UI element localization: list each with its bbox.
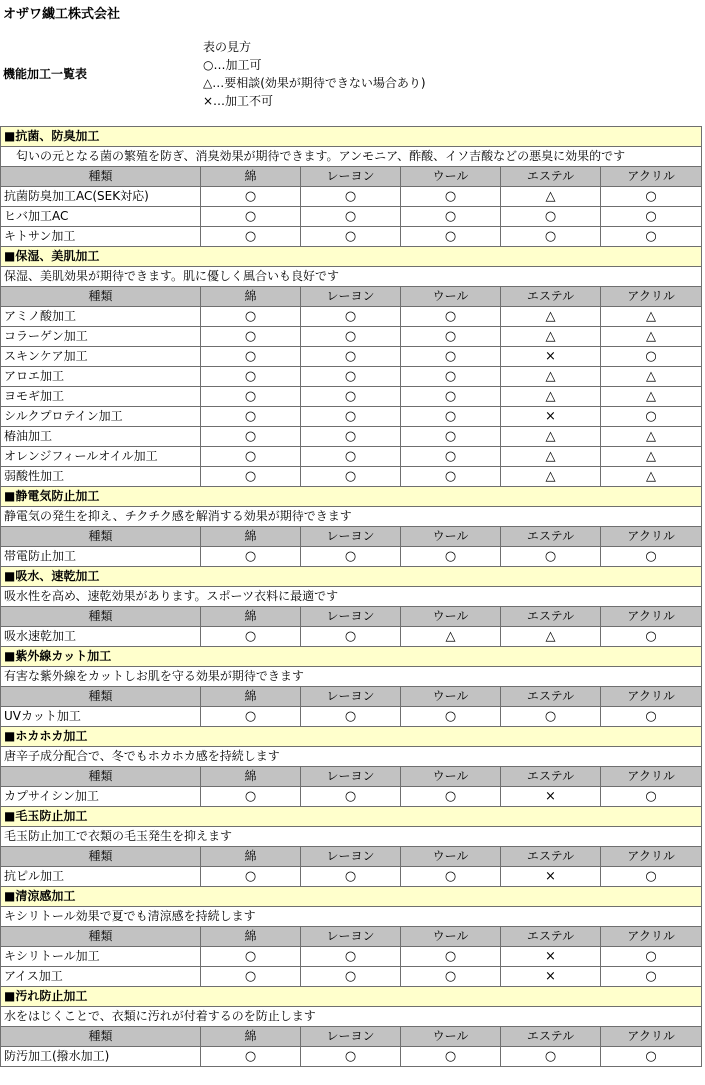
mark-rayon: ○ [301,207,401,227]
mark-wool: △ [401,627,501,647]
mark-acrylic: △ [601,467,702,487]
section-description: 静電気の発生を抑え、チクチク感を解消する効果が期待できます [1,507,702,527]
column-header-wool: ウール [401,847,501,867]
processing-name: 椿油加工 [1,427,201,447]
mark-cotton: ○ [201,327,301,347]
section-header [1,887,702,907]
mark-wool: ○ [401,947,501,967]
mark-ester: ○ [501,207,601,227]
processing-name: コラーゲン加工 [1,327,201,347]
table-row [1,387,702,407]
mark-ester: × [501,407,601,427]
section-header [1,727,702,747]
mark-ester: △ [501,307,601,327]
column-header-cotton: 綿 [201,607,301,627]
section-header [1,247,702,267]
column-header-wool: ウール [401,287,501,307]
column-header-cotton: 綿 [201,527,301,547]
mark-ester: × [501,787,601,807]
table-row [1,947,702,967]
section-title: ■静電気防止加工 [1,487,702,507]
column-header-acrylic: アクリル [601,927,702,947]
mark-rayon: ○ [301,347,401,367]
mark-ester: ○ [501,547,601,567]
column-header-cotton: 綿 [201,687,301,707]
processing-name: スキンケア加工 [1,347,201,367]
mark-wool: ○ [401,327,501,347]
column-header-rayon: レーヨン [301,847,401,867]
mark-acrylic: ○ [601,407,702,427]
column-header-row [1,927,702,947]
section-description-row [1,267,702,287]
column-header-wool: ウール [401,687,501,707]
mark-ester: △ [501,327,601,347]
section-description: キシリトール効果で夏でも清涼感を持続します [1,907,702,927]
column-header-type: 種類 [1,287,201,307]
mark-rayon: ○ [301,407,401,427]
column-header-wool: ウール [401,607,501,627]
table-row [1,447,702,467]
column-header-cotton: 綿 [201,847,301,867]
column-header-rayon: レーヨン [301,607,401,627]
table-row [1,467,702,487]
column-header-row [1,767,702,787]
legend [203,38,426,110]
mark-rayon: ○ [301,307,401,327]
column-header-cotton: 綿 [201,927,301,947]
mark-acrylic: ○ [601,547,702,567]
mark-wool: ○ [401,367,501,387]
mark-rayon: ○ [301,547,401,567]
mark-ester: △ [501,447,601,467]
mark-acrylic: ○ [601,967,702,987]
column-header-ester: エステル [501,607,601,627]
column-header-ester: エステル [501,1027,601,1047]
column-header-acrylic: アクリル [601,1027,702,1047]
section-header [1,127,702,147]
mark-cotton: ○ [201,467,301,487]
section-title: ■吸水、速乾加工 [1,567,702,587]
mark-cotton: ○ [201,447,301,467]
column-header-acrylic: アクリル [601,167,702,187]
mark-cotton: ○ [201,367,301,387]
mark-ester: ○ [501,227,601,247]
column-header-acrylic: アクリル [601,687,702,707]
column-header-cotton: 綿 [201,287,301,307]
column-header-type: 種類 [1,927,201,947]
column-header-acrylic: アクリル [601,607,702,627]
mark-wool: ○ [401,467,501,487]
mark-ester: △ [501,387,601,407]
section-header [1,647,702,667]
column-header-wool: ウール [401,1027,501,1047]
column-header-acrylic: アクリル [601,287,702,307]
mark-rayon: ○ [301,447,401,467]
mark-cotton: ○ [201,787,301,807]
section-description-row [1,147,702,167]
column-header-rayon: レーヨン [301,767,401,787]
column-header-rayon: レーヨン [301,527,401,547]
column-header-rayon: レーヨン [301,167,401,187]
section-header [1,487,702,507]
section-header [1,567,702,587]
mark-rayon: ○ [301,367,401,387]
mark-rayon: ○ [301,327,401,347]
mark-acrylic: ○ [601,347,702,367]
column-header-cotton: 綿 [201,1027,301,1047]
table-row [1,367,702,387]
mark-ester: ○ [501,707,601,727]
section-title: ■保湿、美肌加工 [1,247,702,267]
column-header-type: 種類 [1,687,201,707]
column-header-ester: エステル [501,927,601,947]
mark-rayon: ○ [301,427,401,447]
mark-acrylic: △ [601,387,702,407]
mark-cotton: ○ [201,187,301,207]
table-row [1,867,702,887]
column-header-ester: エステル [501,287,601,307]
processing-name: オレンジフィールオイル加工 [1,447,201,467]
mark-wool: ○ [401,407,501,427]
processing-name: アロエ加工 [1,367,201,387]
table-row [1,547,702,567]
column-header-row [1,167,702,187]
company-name: オザワ繊工株式会社 [3,7,121,22]
processing-name: キシリトール加工 [1,947,201,967]
mark-wool: ○ [401,547,501,567]
mark-wool: ○ [401,1047,501,1067]
mark-acrylic: ○ [601,707,702,727]
mark-acrylic: ○ [601,627,702,647]
processing-name: 防汚加工(撥水加工) [1,1047,201,1067]
processing-name: UVカット加工 [1,707,201,727]
table-row [1,1047,702,1067]
mark-acrylic: △ [601,447,702,467]
section-description: 毛玉防止加工で衣類の毛玉発生を抑えます [1,827,702,847]
section-description-row [1,667,702,687]
processing-name: ヨモギ加工 [1,387,201,407]
section-header [1,987,702,1007]
mark-acrylic: ○ [601,227,702,247]
mark-acrylic: ○ [601,947,702,967]
mark-ester: △ [501,367,601,387]
mark-cotton: ○ [201,707,301,727]
mark-acrylic: ○ [601,787,702,807]
mark-rayon: ○ [301,1047,401,1067]
mark-rayon: ○ [301,467,401,487]
mark-cotton: ○ [201,967,301,987]
legend-item-unavailable: ×…加工不可 [203,94,274,108]
page-title: 機能加工一覧表 [3,67,88,81]
mark-cotton: ○ [201,307,301,327]
processing-name: シルクプロテイン加工 [1,407,201,427]
mark-acrylic: ○ [601,207,702,227]
mark-cotton: ○ [201,207,301,227]
column-header-wool: ウール [401,167,501,187]
column-header-wool: ウール [401,767,501,787]
processing-name: ヒバ加工AC [1,207,201,227]
mark-wool: ○ [401,187,501,207]
processing-name: 帯電防止加工 [1,547,201,567]
column-header-type: 種類 [1,607,201,627]
mark-rayon: ○ [301,947,401,967]
mark-rayon: ○ [301,707,401,727]
mark-wool: ○ [401,307,501,327]
table-row [1,787,702,807]
column-header-rayon: レーヨン [301,927,401,947]
mark-cotton: ○ [201,547,301,567]
processing-name: 抗ピル加工 [1,867,201,887]
section-description-row [1,507,702,527]
section-title: ■清涼感加工 [1,887,702,907]
mark-wool: ○ [401,447,501,467]
mark-cotton: ○ [201,227,301,247]
mark-cotton: ○ [201,947,301,967]
section-title: ■汚れ防止加工 [1,987,702,1007]
mark-rayon: ○ [301,187,401,207]
table-row [1,187,702,207]
column-header-type: 種類 [1,767,201,787]
mark-ester: × [501,867,601,887]
mark-acrylic: △ [601,307,702,327]
column-header-cotton: 綿 [201,167,301,187]
column-header-type: 種類 [1,1027,201,1047]
section-description: 匂いの元となる菌の繁殖を防ぎ、消臭効果が期待できます。アンモニア、酢酸、イソ吉酸などの悪臭に効果的です [1,147,702,167]
processing-name: アミノ酸加工 [1,307,201,327]
mark-rayon: ○ [301,627,401,647]
mark-wool: ○ [401,227,501,247]
mark-ester: △ [501,627,601,647]
column-header-row [1,1027,702,1047]
section-description-row [1,907,702,927]
table-row [1,347,702,367]
section-description-row [1,587,702,607]
section-header [1,807,702,827]
mark-ester: × [501,947,601,967]
legend-title: 表の見方 [203,40,252,54]
table-row [1,967,702,987]
section-title: ■ホカホカ加工 [1,727,702,747]
section-description: 吸水性を高め、速乾効果があります。スポーツ衣料に最適です [1,587,702,607]
mark-cotton: ○ [201,407,301,427]
column-header-row [1,847,702,867]
column-header-row [1,527,702,547]
table-row [1,227,702,247]
table-row [1,627,702,647]
mark-wool: ○ [401,787,501,807]
section-description: 唐辛子成分配合で、冬でもホカホカ感を持続します [1,747,702,767]
processing-name: カプサイシン加工 [1,787,201,807]
processing-name: 抗菌防臭加工AC(SEK対応) [1,187,201,207]
mark-wool: ○ [401,707,501,727]
mark-cotton: ○ [201,427,301,447]
mark-rayon: ○ [301,787,401,807]
processing-name: アイス加工 [1,967,201,987]
section-description-row [1,827,702,847]
mark-wool: ○ [401,387,501,407]
mark-ester: △ [501,427,601,447]
processing-name: 吸水速乾加工 [1,627,201,647]
mark-ester: ○ [501,1047,601,1067]
table-row [1,707,702,727]
column-header-acrylic: アクリル [601,847,702,867]
mark-rayon: ○ [301,967,401,987]
mark-wool: ○ [401,967,501,987]
column-header-ester: エステル [501,847,601,867]
mark-ester: × [501,967,601,987]
column-header-cotton: 綿 [201,767,301,787]
mark-ester: △ [501,467,601,487]
mark-acrylic: ○ [601,1047,702,1067]
section-description: 有害な紫外線をカットしお肌を守る効果が期待できます [1,667,702,687]
section-title: ■抗菌、防臭加工 [1,127,702,147]
mark-rayon: ○ [301,867,401,887]
column-header-ester: エステル [501,687,601,707]
legend-item-consult: △…要相談(効果が期待できない場合あり) [203,76,426,90]
mark-acrylic: △ [601,327,702,347]
column-header-type: 種類 [1,167,201,187]
section-title: ■紫外線カット加工 [1,647,702,667]
column-header-acrylic: アクリル [601,767,702,787]
mark-acrylic: △ [601,427,702,447]
section-description: 保湿、美肌効果が期待できます。肌に優しく風合いも良好です [1,267,702,287]
mark-wool: ○ [401,427,501,447]
processing-table [0,126,702,1067]
section-description-row [1,747,702,767]
mark-rayon: ○ [301,387,401,407]
table-row [1,207,702,227]
column-header-type: 種類 [1,847,201,867]
processing-name: 弱酸性加工 [1,467,201,487]
mark-cotton: ○ [201,387,301,407]
processing-name: キトサン加工 [1,227,201,247]
column-header-rayon: レーヨン [301,287,401,307]
legend-item-available: ○…加工可 [203,58,262,72]
column-header-wool: ウール [401,527,501,547]
mark-cotton: ○ [201,1047,301,1067]
column-header-type: 種類 [1,527,201,547]
table-row [1,307,702,327]
column-header-row [1,687,702,707]
mark-wool: ○ [401,207,501,227]
column-header-row [1,607,702,627]
section-title: ■毛玉防止加工 [1,807,702,827]
column-header-rayon: レーヨン [301,1027,401,1047]
section-description: 水をはじくことで、衣類に汚れが付着するのを防止します [1,1007,702,1027]
column-header-ester: エステル [501,167,601,187]
mark-acrylic: ○ [601,867,702,887]
mark-cotton: ○ [201,627,301,647]
mark-cotton: ○ [201,347,301,367]
column-header-acrylic: アクリル [601,527,702,547]
column-header-ester: エステル [501,527,601,547]
section-description-row [1,1007,702,1027]
column-header-wool: ウール [401,927,501,947]
mark-ester: × [501,347,601,367]
mark-rayon: ○ [301,227,401,247]
mark-ester: △ [501,187,601,207]
table-row [1,427,702,447]
table-row [1,407,702,427]
column-header-ester: エステル [501,767,601,787]
mark-wool: ○ [401,867,501,887]
mark-acrylic: △ [601,367,702,387]
table-row [1,327,702,347]
column-header-row [1,287,702,307]
mark-cotton: ○ [201,867,301,887]
mark-acrylic: ○ [601,187,702,207]
mark-wool: ○ [401,347,501,367]
column-header-rayon: レーヨン [301,687,401,707]
